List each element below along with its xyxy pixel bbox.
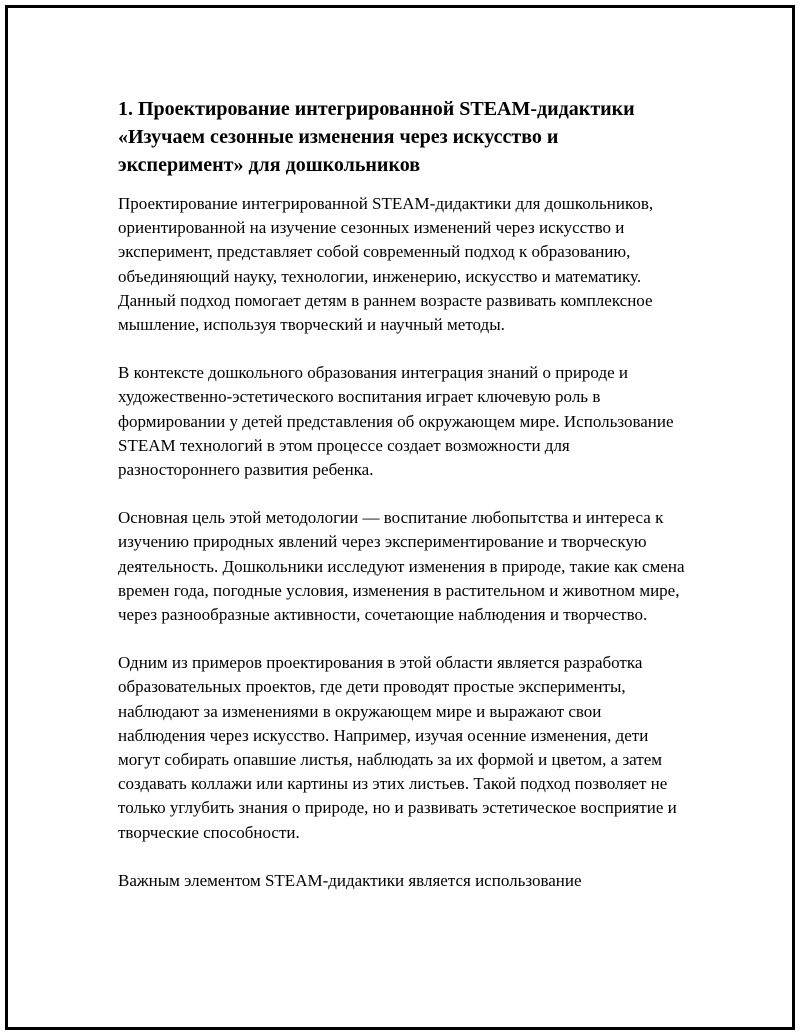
document-body bbox=[118, 95, 686, 917]
paragraph-1: Проектирование интегрированной STEAM-дидактики для дошкольников, ориентированной на изучение сезонных изменений через искусство и эксперимент, представляет собой современный подход к образованию, объединяющий науку, технологии, инженерию, искусство и математику. Данный подход помогает детям в раннем возрасте развивать комплексное мышление, используя творческий и научный методы. bbox=[118, 194, 654, 335]
section-heading: 1. Проектирование интегрированной STEAM-дидактики «Изучаем сезонные изменения через искусство и эксперимент» для дошкольников bbox=[118, 98, 635, 176]
paragraph-3: Основная цель этой методологии — воспитание любопытства и интереса к изучению природных явлений через экспериментирование и творческую деятельность. Дошкольники исследуют изменения в природе, такие как смена времен года, погодные условия, изменения в растительном и животном мире, через разнообразные активности, сочетающие наблюдения и творчество. bbox=[118, 508, 685, 625]
paragraph-5: Важным элементом STEAM-дидактики является использование bbox=[118, 870, 582, 890]
paragraph-4: Одним из примеров проектирования в этой области является разработка образовательных проектов, где дети проводят простые эксперименты, наблюдают за изменениями в окружающем мире и выражают свои наблюдения через искусство. Например, изучая осенние изменения, дети могут собирать опавшие листья, наблюдать за их формой и цветом, а затем создавать коллажи или картины из этих листьев. Такой подход позволяет не только углубить знания о природе, но и развивать эстетическое восприятие и творческие способности. bbox=[118, 653, 677, 842]
paragraph-2: В контексте дошкольного образования интеграция знаний о природе и художественно-эстетического воспитания играет ключевую роль в формировании у детей представления об окружающем мире. Использование STEAM технологий в этом процессе создает возможности для разностороннего развития ребенка. bbox=[118, 363, 674, 480]
